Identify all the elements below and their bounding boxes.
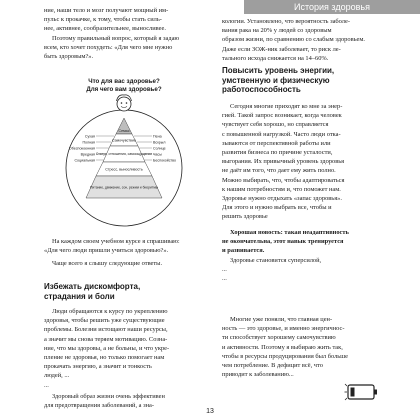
right-closing-line-5: чтобы в ресурсы продуцирования был больше <box>222 352 348 360</box>
right-intro <box>222 17 388 63</box>
section-line-1: Люди обращаются к курсу по укреплению <box>52 308 168 315</box>
right-middle <box>222 256 388 284</box>
right-section-line-6: развития бизнеса по причине усталости, <box>222 149 333 157</box>
right-closing-line-4: и активности. Поэтому я выбираю жить так, <box>222 343 343 351</box>
right-closing-line-1: Многие уже поняли, что главная цен- <box>230 316 333 323</box>
diagram-title-line-2: Для чего вам здоровье? <box>86 86 162 93</box>
closing-line-2: для предотвращения заболеваний, а зна- <box>44 402 155 410</box>
left-section-heading <box>44 282 204 301</box>
page-number: 13 <box>206 408 214 415</box>
left-intro-line-6: быть здоровым?». <box>44 53 94 61</box>
left-label-5: Социальная <box>74 158 95 163</box>
right-closing-line-2: ность — это здоровье, и именно энергичнос- <box>222 325 345 333</box>
middle-line-3: ... <box>222 275 227 283</box>
right-label-5: Беспокойство <box>153 158 177 163</box>
head-icon <box>117 95 132 111</box>
heading-energy-line-2: умственную и физическую <box>222 75 330 85</box>
low-battery-icon <box>344 382 380 402</box>
highlight-line-3: и развивается. <box>222 247 265 255</box>
highlight-line-2: не окончательна, этот навык тренируется <box>222 238 344 246</box>
right-section-line-11: Здоровье нужно отдыхать «запас здоровья». <box>222 195 342 203</box>
diagram-title-line-1: Что для вас здоровье? <box>88 78 160 85</box>
health-pyramid-diagram <box>44 74 204 232</box>
right-section-heading <box>222 66 388 95</box>
right-section-line-13: решить здоровье <box>222 213 268 221</box>
right-section-body <box>222 102 388 222</box>
right-section-line-12: Для этого и нужно выбрать все, чтобы и <box>222 204 332 212</box>
heading-energy-line-3: работоспособность <box>222 85 301 95</box>
tier-label-4: Стресс, выносливость <box>105 167 143 172</box>
tier-label-3: Статус, отношения, самоощущение <box>95 152 153 156</box>
right-closing-line-7: приводит к заболеванию... <box>222 371 294 379</box>
tier-label-1: Семья <box>118 129 130 133</box>
left-label-2: Полная <box>82 140 95 145</box>
left-intro <box>44 6 204 61</box>
section-line-6: пление не здоровья, но только помогает нам <box>44 354 165 362</box>
right-closing-line-6: чем потребление. В дефицит всё, что <box>222 362 323 370</box>
right-section-line-9: Можно выбирать, что, чтобы адаптироваться <box>222 176 345 184</box>
after-diagram-line-1: На каждом своем учебном курсе я спрашиваю: <box>52 238 180 245</box>
after-diagram-line-3: Чаще всего я слышу следующие ответы. <box>52 260 163 268</box>
left-after-diagram <box>44 237 204 269</box>
right-label-1: Пена <box>153 134 162 139</box>
right-intro-line-1: кологии. Установлено, что вероятность заболе- <box>222 18 350 25</box>
right-intro-line-2: вания рака на 20% у людей со здоровым <box>222 27 332 35</box>
right-section-line-10: к нашим потребностям и, что поможет нам. <box>222 185 341 193</box>
right-label-3: Солнце <box>153 146 166 151</box>
left-label-1: Сухая <box>84 134 95 139</box>
right-section-line-2: гией. Такой запрос возникает, когда человек <box>222 112 342 120</box>
heading-avoid-discomfort-line-1: Избежать дискомфорта, <box>44 282 141 291</box>
right-section-line-5: зываются от перспективной работы или <box>222 139 331 147</box>
left-intro-line-5: всем, кто хочет похудеть: «Для чего мне нужно <box>44 43 173 51</box>
left-section-body <box>44 307 204 390</box>
right-closing <box>222 315 388 379</box>
middle-line-1: Здоровье становится суперсилой, <box>230 257 322 264</box>
right-section-line-8: не даёт им того, что дает ему жить полно. <box>222 167 336 175</box>
tier-label-2: Самочувствие <box>112 138 136 143</box>
tier-label-5: Питание, движение, сон, режим и биоритмы <box>90 185 158 190</box>
right-section-line-4: с повышенной нагрузкой. Часто люди отка- <box>222 130 341 138</box>
section-line-5: ние, что мы здоровы, а не больны, и что укре- <box>44 344 170 352</box>
right-closing-line-3: ти способствует хорошему самочувствию <box>222 334 336 342</box>
section-line-3: проблемы. Болезни истощают наши ресурсы, <box>44 326 168 334</box>
right-section-line-7: выгорания. Их привычный уровень здоровья <box>222 158 345 166</box>
right-section-line-1: Сегодня многие приходят ко мне за энер- <box>230 103 343 110</box>
heading-energy-line-1: Повысить уровень энергии, <box>222 66 335 75</box>
right-highlight <box>222 228 388 256</box>
left-intro-line-1: ние, наши тело и мозг получают мощный им- <box>44 7 169 14</box>
section-line-9: ... <box>44 381 49 389</box>
right-intro-line-4: Даже если ЗОЖ-ник заболевает, то риск ле- <box>222 45 341 53</box>
right-intro-line-3: образом жизни, по сравнению со слабым здоровьем. <box>222 36 365 44</box>
running-header: История здоровья <box>244 0 420 14</box>
section-line-2: здоровья, чтобы решить уже существующие <box>44 317 165 325</box>
right-label-2: Вскрыл <box>153 140 166 145</box>
left-label-3: Обеспокоенная <box>68 146 95 151</box>
section-line-7: прокачать энергию, а значит и тонкость <box>44 363 152 371</box>
left-intro-line-3: нее, активнее, сообразительнее, выносливее. <box>44 25 166 33</box>
middle-line-2: ... <box>222 266 227 274</box>
right-section-line-3: чувствует себя хорошо, но справляется <box>222 121 329 129</box>
section-line-4: а значит мы снова теряем мотивацию. Созна- <box>44 335 168 343</box>
right-intro-line-5: тального исхода снижается на 14–60%. <box>222 54 329 62</box>
section-line-8: людей, ... <box>44 372 70 380</box>
highlight-line-1: Хорошая новость: такая неадаптивность <box>230 229 349 236</box>
closing-line-1: Здоровый образ жизни очень эффективен <box>52 393 165 400</box>
left-label-4: Вредная <box>80 152 95 157</box>
right-label-4: Часы <box>153 152 162 157</box>
heading-avoid-discomfort-line-2: страдания и боли <box>44 291 115 301</box>
after-diagram-line-2: «Для чего люди пришли учиться здоровью?». <box>44 247 169 255</box>
left-intro-line-4: Поэтому правильный вопрос, который я задаю <box>52 34 180 42</box>
left-intro-line-2: пульс к прокачке, к тому, чтобы стать силь- <box>44 16 162 24</box>
